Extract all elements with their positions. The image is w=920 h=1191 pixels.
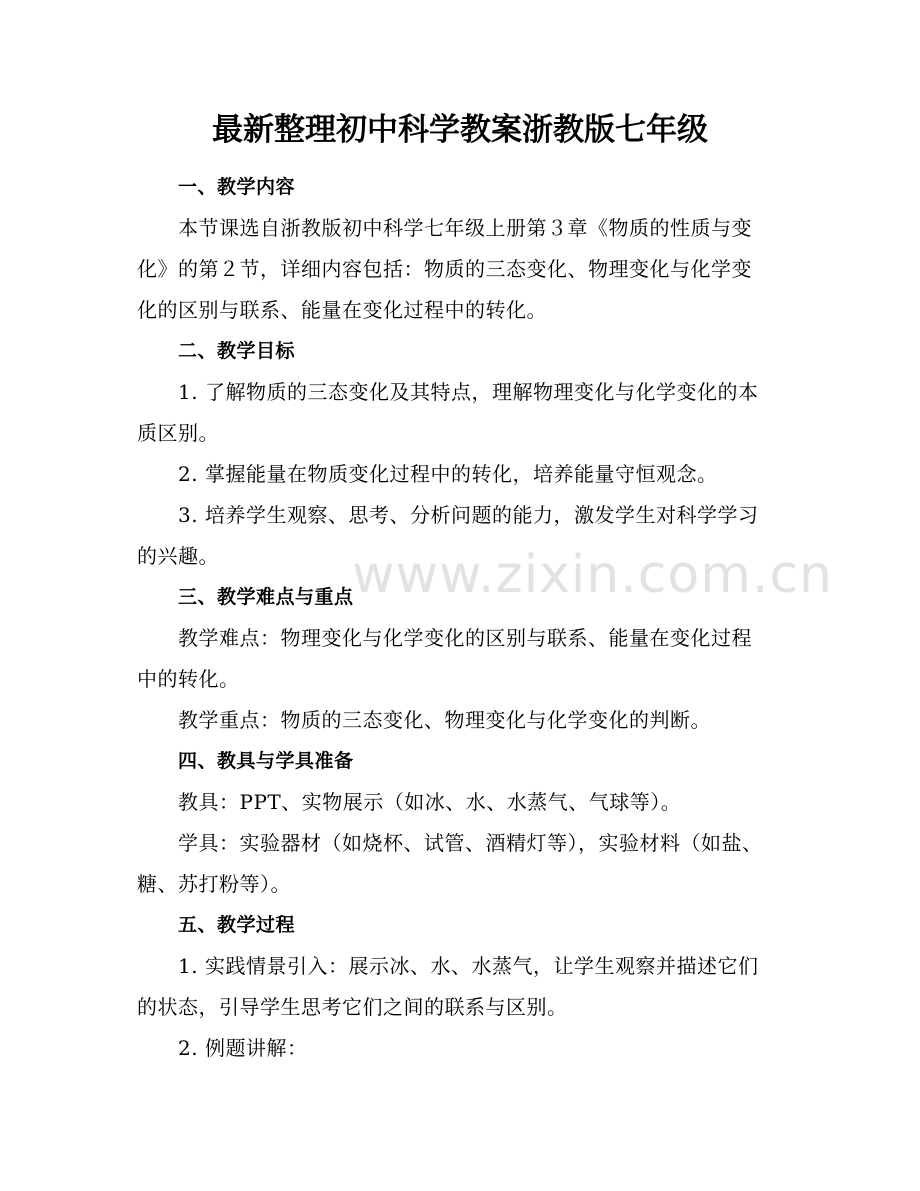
paragraph-line: 2. 掌握能量在物质变化过程中的转化，培养能量守恒观念。 xyxy=(178,462,718,486)
paragraph-line: 本节课选自浙教版初中科学七年级上册第３章《物质的性质与变 xyxy=(178,216,752,240)
paragraph-line: 教学重点：物质的三态变化、物理变化与化学变化的判断。 xyxy=(178,708,711,732)
paragraph-line: 的状态，引导学生思考它们之间的联系与区别。 xyxy=(137,995,568,1019)
section-heading-objectives: 二、教学目标 xyxy=(178,340,296,362)
document-title: 最新整理初中科学教案浙教版七年级 xyxy=(212,112,708,148)
section-heading-materials: 四、教具与学具准备 xyxy=(178,750,354,772)
paragraph-line: 1. 了解物质的三态变化及其特点，理解物理变化与化学变化的本 xyxy=(178,380,759,404)
paragraph-line: 糖、苏打粉等）。 xyxy=(137,872,291,896)
section-heading-content: 一、教学内容 xyxy=(178,176,296,198)
paragraph-line: 3. 培养学生观察、思考、分析问题的能力，激发学生对科学学习 xyxy=(178,503,759,527)
paragraph-line: 学具：实验器材（如烧杯、试管、酒精灯等），实验材料（如盐、 xyxy=(178,831,763,855)
paragraph-line: 的兴趣。 xyxy=(137,544,219,568)
section-heading-process: 五、教学过程 xyxy=(178,914,296,936)
paragraph-line: 教学难点：物理变化与化学变化的区别与联系、能量在变化过程 xyxy=(178,626,752,650)
watermark: www.zixin.com.cn xyxy=(352,545,833,605)
paragraph-line: 质区别。 xyxy=(137,421,219,445)
paragraph-line: 中的转化。 xyxy=(137,667,240,691)
paragraph-line: 化的区别与联系、能量在变化过程中的转化。 xyxy=(137,298,547,322)
paragraph-line: 教具：PPT、实物展示（如冰、水、水蒸气、气球等）。 xyxy=(178,790,682,814)
section-heading-difficulties: 三、教学难点与重点 xyxy=(178,586,354,608)
paragraph-line: 化》的第２节，详细内容包括：物质的三态变化、物理变化与化学变 xyxy=(137,257,752,281)
paragraph-line: 1. 实践情景引入：展示冰、水、水蒸气，让学生观察并描述它们 xyxy=(178,954,759,978)
paragraph-line: 2. 例题讲解： xyxy=(178,1036,308,1060)
